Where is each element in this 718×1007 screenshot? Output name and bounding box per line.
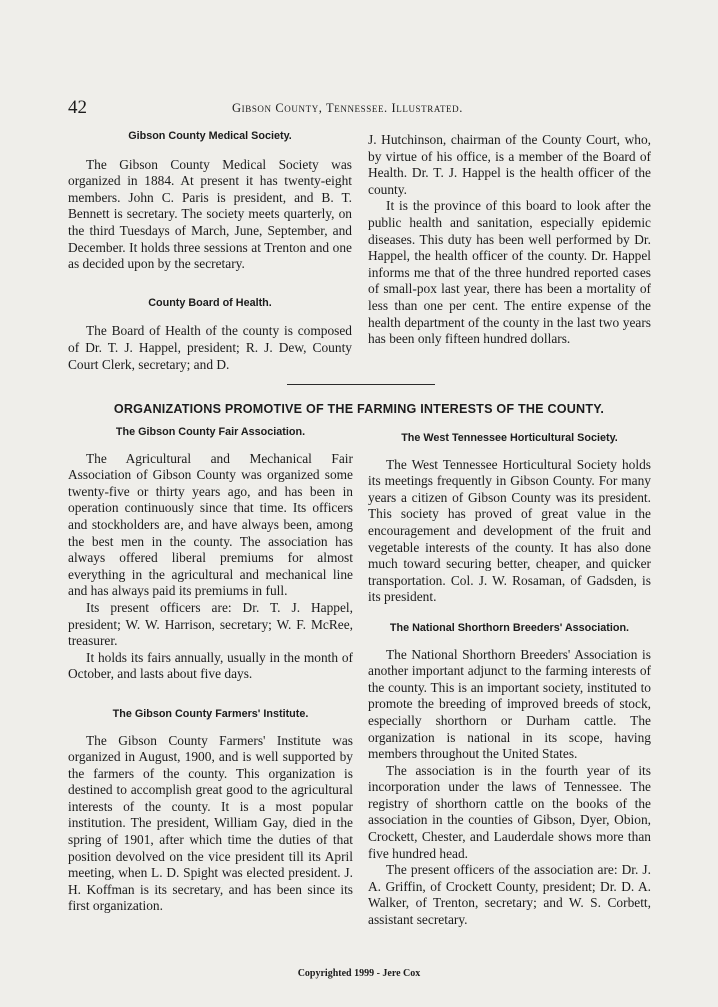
paragraph: The Board of Health of the county is composed of Dr. T. J. Happel, president; R. J. Dew, County Court Clerk, secretary; and D.	[68, 323, 352, 372]
paragraph: It is the province of this board to look after the public health and sanitation, especially epidemic diseases. This duty has been well performed by Dr. Happel, the health officer of the county. Dr. Happel informs me that of the three hundred reported cases of small-pox last year, there has been a mortality of less than one per cent. The entire expense of the health department of the county in the last two years has been only fifteen hundred dollars.	[368, 198, 651, 347]
section-divider	[287, 384, 435, 385]
section-heading-horticultural-society: The West Tennessee Horticultural Society.	[401, 432, 618, 444]
paragraph: Its present officers are: Dr. T. J. Happel, president; W. W. Harrison, secretary; W. F. McRee, treasurer.	[68, 599, 353, 649]
section-heading-shorthorn-breeders: The National Shorthorn Breeders' Association.	[389, 621, 630, 634]
section-heading-medical-society: Gibson County Medical Society.	[128, 130, 292, 142]
section-heading-board-of-health: County Board of Health.	[148, 296, 272, 309]
running-head: Gibson County, Tennessee. Illustrated.	[232, 101, 463, 115]
paragraph: The National Shorthorn Breeders' Association is another important adjunct to the farming interests of the county. This is an important society, instituted to promote the breeding of improved breeds of stock, especially shorthorn or Durham cattle. The organization is national in its scope, having members throughout the United States.	[368, 646, 651, 762]
major-section-heading: ORGANIZATIONS PROMOTIVE OF THE FARMING INTERESTS OF THE COUNTY.	[113, 402, 605, 416]
page-number: 42	[68, 97, 87, 118]
paragraph: The association is in the fourth year of its incorporation under the laws of Tennessee. The registry of shorthorn cattle on the books of the association in the counties of Gibson, Dyer, Obion, Crockett, Chester, and Lauderdale shows more than five hundred head.	[368, 762, 651, 861]
paragraph: The Agricultural and Mechanical Fair Association of Gibson County was organized some twenty-five or thirty years ago, and has been in operation continuously since that time. Its officers and stockholders are, and have always been, among the best men in the county. The association has always offered liberal premiums for almost everything in the agricultural and mechanical line and has always paid its premiums in full.	[68, 450, 353, 599]
paragraph-continued: J. Hutchinson, chairman of the County Court, who, by virtue of his office, is a member of the Board of Health. Dr. T. J. Happel is the health officer of the county.	[368, 132, 651, 197]
paragraph: The Gibson County Medical Society was organized in 1884. At present it has twenty-eight members. John C. Paris is president, and B. T. Bennett is secretary. The society meets quarterly, on the third Tuesdays of March, June, September, and December. It holds three sessions at Trenton and one as decided upon by the secretary.	[68, 156, 352, 272]
section-heading-fair-association: The Gibson County Fair Association.	[115, 426, 306, 438]
section-heading-farmers-institute: The Gibson County Farmers' Institute.	[112, 707, 309, 720]
paragraph: It holds its fairs annually, usually in the month of October, and lasts about five days.	[68, 649, 353, 682]
paragraph: The West Tennessee Horticultural Society holds its meetings frequently in Gibson County. For many years a citizen of Gibson County was its president. This society has proved of great value in the encouragement and development of the fruit and vegetable interests of the county. It has also done much toward securing better, cheaper, and quicker transportation. Col. J. W. Rosaman, of Gadsden, is its president.	[368, 456, 651, 605]
paragraph: The Gibson County Farmers' Institute was organized in August, 1900, and is well supported by the farmers of the county. This organization is destined to accomplish great good to the agricultural interests of the county. It is a most popular institution. The president, William Gay, died in the spring of 1901, after which time the duties of that position devolved on the vice president till its April meeting, when L. D. Spight was elected president. J. H. Koffman is its secretary, and has been since its first organization.	[68, 732, 353, 914]
right-column-bottom	[368, 430, 651, 929]
paragraph: The present officers of the association are: Dr. J. A. Griffin, of Crockett County, president; Dr. D. A. Walker, of Trenton, secretary; and W. S. Corbett, assistant secretary.	[368, 862, 651, 928]
right-column-top	[368, 132, 651, 348]
left-column-bottom	[68, 424, 353, 915]
left-column-top	[68, 128, 352, 373]
copyright-footer: Copyrighted 1999 - Jere Cox	[297, 968, 421, 979]
